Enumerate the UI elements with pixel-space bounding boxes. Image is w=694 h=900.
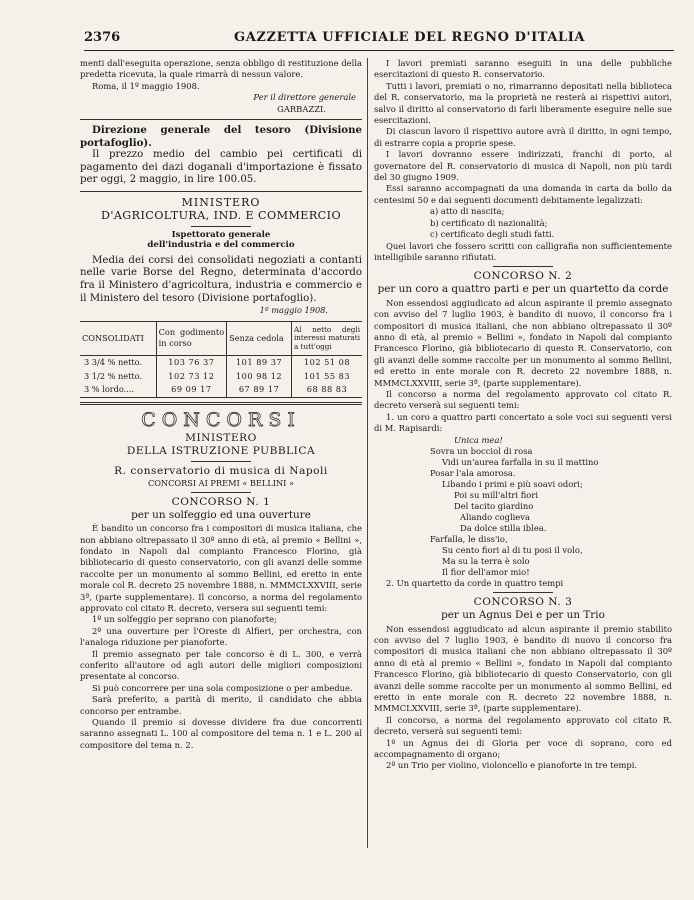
divider bbox=[80, 402, 362, 405]
concorso2-subject: per un coro a quattro parti e per un quartetto da corde bbox=[377, 283, 669, 296]
conservatorio-title: R. conservatorio di musica di Napoli bbox=[114, 464, 328, 477]
list-item: a) atto di nascita; bbox=[430, 206, 505, 217]
table-cell: 102 73 12 bbox=[156, 370, 227, 383]
r-paragraph: Tutti i lavori, premiati o no, rimarranno depositati nella biblioteca del R. conservatorio, ma la proprietà ne resterà ai rispettivi autori, salvo il diritto al conservatorio di farli liberamente eseguire nelle sue esercitazioni. bbox=[374, 80, 672, 126]
divider bbox=[80, 119, 362, 120]
poem-line: Del tacito giardino bbox=[454, 500, 534, 511]
page-header bbox=[84, 30, 674, 50]
table-cell: 67 89 17 bbox=[227, 383, 292, 397]
table-header: Al netto degli interessi maturati a tutt'oggi bbox=[291, 321, 362, 356]
right-column bbox=[374, 58, 672, 772]
place-date: Roma, il 1º maggio 1908. bbox=[92, 80, 200, 91]
divider bbox=[493, 266, 553, 267]
poem-line: Aliando coglieva bbox=[460, 511, 530, 522]
column-divider bbox=[367, 58, 368, 848]
c2-theme: 1. un coro a quattro parti concertato a sole voci sui seguenti versi di M. Rapisardi: bbox=[374, 411, 672, 434]
table-header: Senza cedola bbox=[227, 321, 292, 356]
c3-theme: 2º un Trio per violino, violoncello e pianoforte in tre tempi. bbox=[386, 760, 638, 771]
r-paragraph: Essi saranno accompagnati da una domanda in carta da bollo da centesimi 50 e dai seguenti documenti debitamente legalizzati: bbox=[374, 183, 672, 205]
c1-paragraph: Il premio assegnato per tale concorso è di L. 300, e verrà conferito all'autore od agli autori delle migliori composizioni presentate al concorso. bbox=[80, 648, 362, 682]
poem-line: Libando i primi e più soavi odori; bbox=[442, 478, 583, 489]
divider bbox=[191, 461, 251, 462]
gazette-title: GAZZETTA UFFICIALE DEL REGNO D'ITALIA bbox=[234, 30, 586, 45]
table-cell: 3 % lordo.... bbox=[84, 384, 135, 395]
concorso1-subject: per un solfeggio ed una ouverture bbox=[131, 508, 311, 521]
list-item: b) certificato di nazionalità; bbox=[430, 217, 548, 228]
c2-theme: 2. Un quartetto da corde in quattro tempi bbox=[386, 577, 564, 588]
c1-theme: 1º un solfeggio per soprano con pianoforte; bbox=[92, 614, 277, 625]
signature-name: GARBAZZI. bbox=[277, 103, 326, 114]
table-date: 1º maggio 1908. bbox=[259, 305, 328, 316]
table-row bbox=[80, 356, 362, 370]
istruzione-title: DELLA ISTRUZIONE PUBBLICA bbox=[126, 444, 316, 457]
divider bbox=[191, 226, 251, 227]
table-cell: 101 89 37 bbox=[227, 356, 292, 370]
table-cell: 101 55 83 bbox=[291, 370, 362, 383]
c3-theme: 1º un Agnus dei di Gloria per voce di soprano, coro ed accompagnamento di organo; bbox=[374, 737, 672, 760]
ispettorato-heading: Ispettorato generale bbox=[171, 230, 271, 240]
table-header: Con godimento in corso bbox=[156, 321, 227, 356]
tesoro-text: Il prezzo medio del cambio pei certificati di pagamento dei dazi doganali d'importazione è fissato per oggi, 2 maggio, in lire 100.05. bbox=[80, 149, 362, 186]
poem bbox=[374, 435, 672, 578]
c3-paragraph: Non essendosi aggiudicato ad alcun aspirante il premio stabilito con avviso del 7 luglio 1903, è bandito di nuovo il concorso fra compositori di musica italiani che non abbiano oltrepassato il 30º anno di età al premio « Bellini », fondato in Napoli dal compianto Francesco Florino, già bibliotecario di questo Conservatorio, con gli avanzi delle somme raccolte per un monumento al sommo Bellini, ed eretto in ente morale con R. decreto 22 novembre 1888, n. MMMCLXXVIII, serie 3ª, (parte supplementare). bbox=[374, 623, 672, 714]
table-row bbox=[80, 370, 362, 383]
intro-text: menti dall'eseguita operazione, senza obbligo di restituzione della predetta ricevuta, la quale rimarrà di nessun valore. bbox=[80, 58, 362, 80]
poem-line: Farfalla, le diss'io, bbox=[430, 533, 508, 544]
ministero-title: MINISTERO bbox=[181, 196, 261, 209]
list-item: c) certificato degli studi fatti. bbox=[430, 229, 555, 240]
poem-line: Su cento fiori al di tu posi il volo, bbox=[442, 544, 583, 555]
header-rule bbox=[84, 50, 674, 51]
c2-paragraph: Il concorso a norma del regolamento approvato col citato R. decreto verserà sui seguenti temi: bbox=[374, 389, 672, 411]
c1-paragraph: Quando il premio si dovesse dividere fra due concorrenti saranno assegnati L. 100 al compositore del tema n. 1 e L. 200 al compositore del tema n. 2. bbox=[80, 717, 362, 750]
table-row bbox=[80, 383, 362, 397]
media-text: Media dei corsi dei consolidati negoziati a contanti nelle varie Borse del Regno, determinata d'accordo fra il Ministero d'agricoltura, industria e commercio e il Ministero del tesoro (Divisione portafoglio). bbox=[80, 254, 362, 304]
table-cell: 103 76 37 bbox=[156, 356, 227, 370]
poem-line: Da dolce stilla iblea. bbox=[460, 522, 547, 533]
concorso2-title: CONCORSO N. 2 bbox=[473, 270, 573, 283]
c3-paragraph: Il concorso, a norma del regolamento approvato col citato R. decreto, verserà sui seguenti temi: bbox=[374, 714, 672, 737]
c1-paragraph: È bandito un concorso fra i compositori di musica italiana, che non abbiano oltrepassato il 30º anno di età, al premio « Bellini », fondato in Napoli dal compianto Francesco Florino, già bibliotecario di questo conservatorio, con gli avanzi delle somme raccolte per un monumento al sommo Bellini, ed eretto in ente morale col R. decreto 25 novembre 1888, n. MMMCLXXVIII, serie 3ª, (parte supplementare). Il concorso, a norma del regolamento approvato col citato R. decreto, versera sui seguenti temi: bbox=[80, 523, 362, 613]
tesoro-heading: Direzione generale del tesoro (Divisione portafoglio). bbox=[80, 124, 362, 149]
table-header: CONSOLIDATI bbox=[80, 321, 156, 356]
ministero-subtitle: D'AGRICOLTURA, IND. E COMMERCIO bbox=[100, 209, 342, 222]
c1-theme: 2º una ouverture per l'Oreste di Alfieri, per orchestra, con l'analoga riduzione per pianoforte. bbox=[80, 625, 362, 648]
concorsi-title: CONCORSI bbox=[141, 408, 301, 431]
signature-role: Per il direttore generale bbox=[253, 92, 356, 103]
page-number: 2376 bbox=[84, 30, 121, 45]
ispettorato-subheading: dell'industria e del commercio bbox=[147, 240, 295, 251]
premi-subtitle: CONCORSI AI PREMI « BELLINI » bbox=[147, 477, 295, 488]
poem-line: Poi su mill'altri fiori bbox=[454, 489, 539, 500]
documents-list bbox=[374, 206, 672, 240]
table-cell: 69 09 17 bbox=[156, 383, 227, 397]
c1-paragraph: Si può concorrere per una sola composizione o per ambedue. bbox=[92, 682, 353, 693]
r-paragraph: Quei lavori che fossero scritti con calligrafia non sufficientemente intelligibile saranno rifiutati. bbox=[374, 240, 672, 262]
r-paragraph: Di ciascun lavoro il rispettivo autore avrà il diritto, in ogni tempo, di estrarre copia a proprie spese. bbox=[374, 126, 672, 148]
left-column bbox=[80, 58, 362, 751]
concorso1-title: CONCORSO N. 1 bbox=[171, 495, 271, 508]
table-cell: 3 3/4 % netto. bbox=[84, 357, 143, 368]
table-cell: 3 1/2 % netto. bbox=[84, 370, 143, 381]
concorso3-title: CONCORSO N. 3 bbox=[473, 596, 573, 609]
table-cell: 68 88 83 bbox=[291, 383, 362, 397]
c1-paragraph: Sarà preferito, a parità di merito, il candidato che abbia concorso per entrambe. bbox=[80, 694, 362, 716]
r-paragraph: I lavori premiati saranno eseguiti in una delle pubbliche esercitazioni di questo R. conservatorio. bbox=[374, 58, 672, 80]
concorso3-subject: per un Agnus Dei e per un Trio bbox=[441, 609, 605, 622]
ministero2-title: MINISTERO bbox=[185, 431, 257, 444]
divider bbox=[191, 492, 251, 493]
rates-table bbox=[80, 321, 362, 398]
divider bbox=[80, 191, 362, 192]
r-paragraph: I lavori dovranno essere indirizzati, franchi di porto, al governatore del R. conservatorio di musica di Napoli, non più tardi del 30 giugno 1909. bbox=[374, 149, 672, 183]
table-cell: 102 51 08 bbox=[291, 356, 362, 370]
poem-line: Sovra un bocciol di rosa bbox=[430, 445, 533, 456]
poem-line: Ma su la terra è solo bbox=[442, 555, 530, 566]
poem-line: Vidi un'aurea farfalla in su il mattino bbox=[442, 456, 599, 467]
c2-paragraph: Non essendosi aggiudicato ad alcun aspirante il premio assegnato con avviso del 7 luglio 1903, è bandito di nuovo, il concorso fra i compositori di musica italiani, che non abbiano oltrepassato il 30º anno di età, al premio « Bellini », fondato in Napoli dal compianto Francesco Florino, già bibliotecario di questo R. Conservatorio, con gli avanzi delle somme raccolte per un monumento al sommo Bellini, ed eretto in ente morale con R. decreto 22 novembre 1888, n. MMMCLXXVIII, serie 3ª, (parte supplementare). bbox=[374, 297, 672, 388]
divider bbox=[493, 592, 553, 593]
poem-line: Il fior dell'amor mio! bbox=[442, 566, 530, 577]
poem-line: Posar l'ala amorosa. bbox=[430, 467, 516, 478]
table-header-row bbox=[80, 321, 362, 356]
table-cell: 100 98 12 bbox=[227, 370, 292, 383]
poem-title: Unica mea! bbox=[454, 434, 503, 445]
